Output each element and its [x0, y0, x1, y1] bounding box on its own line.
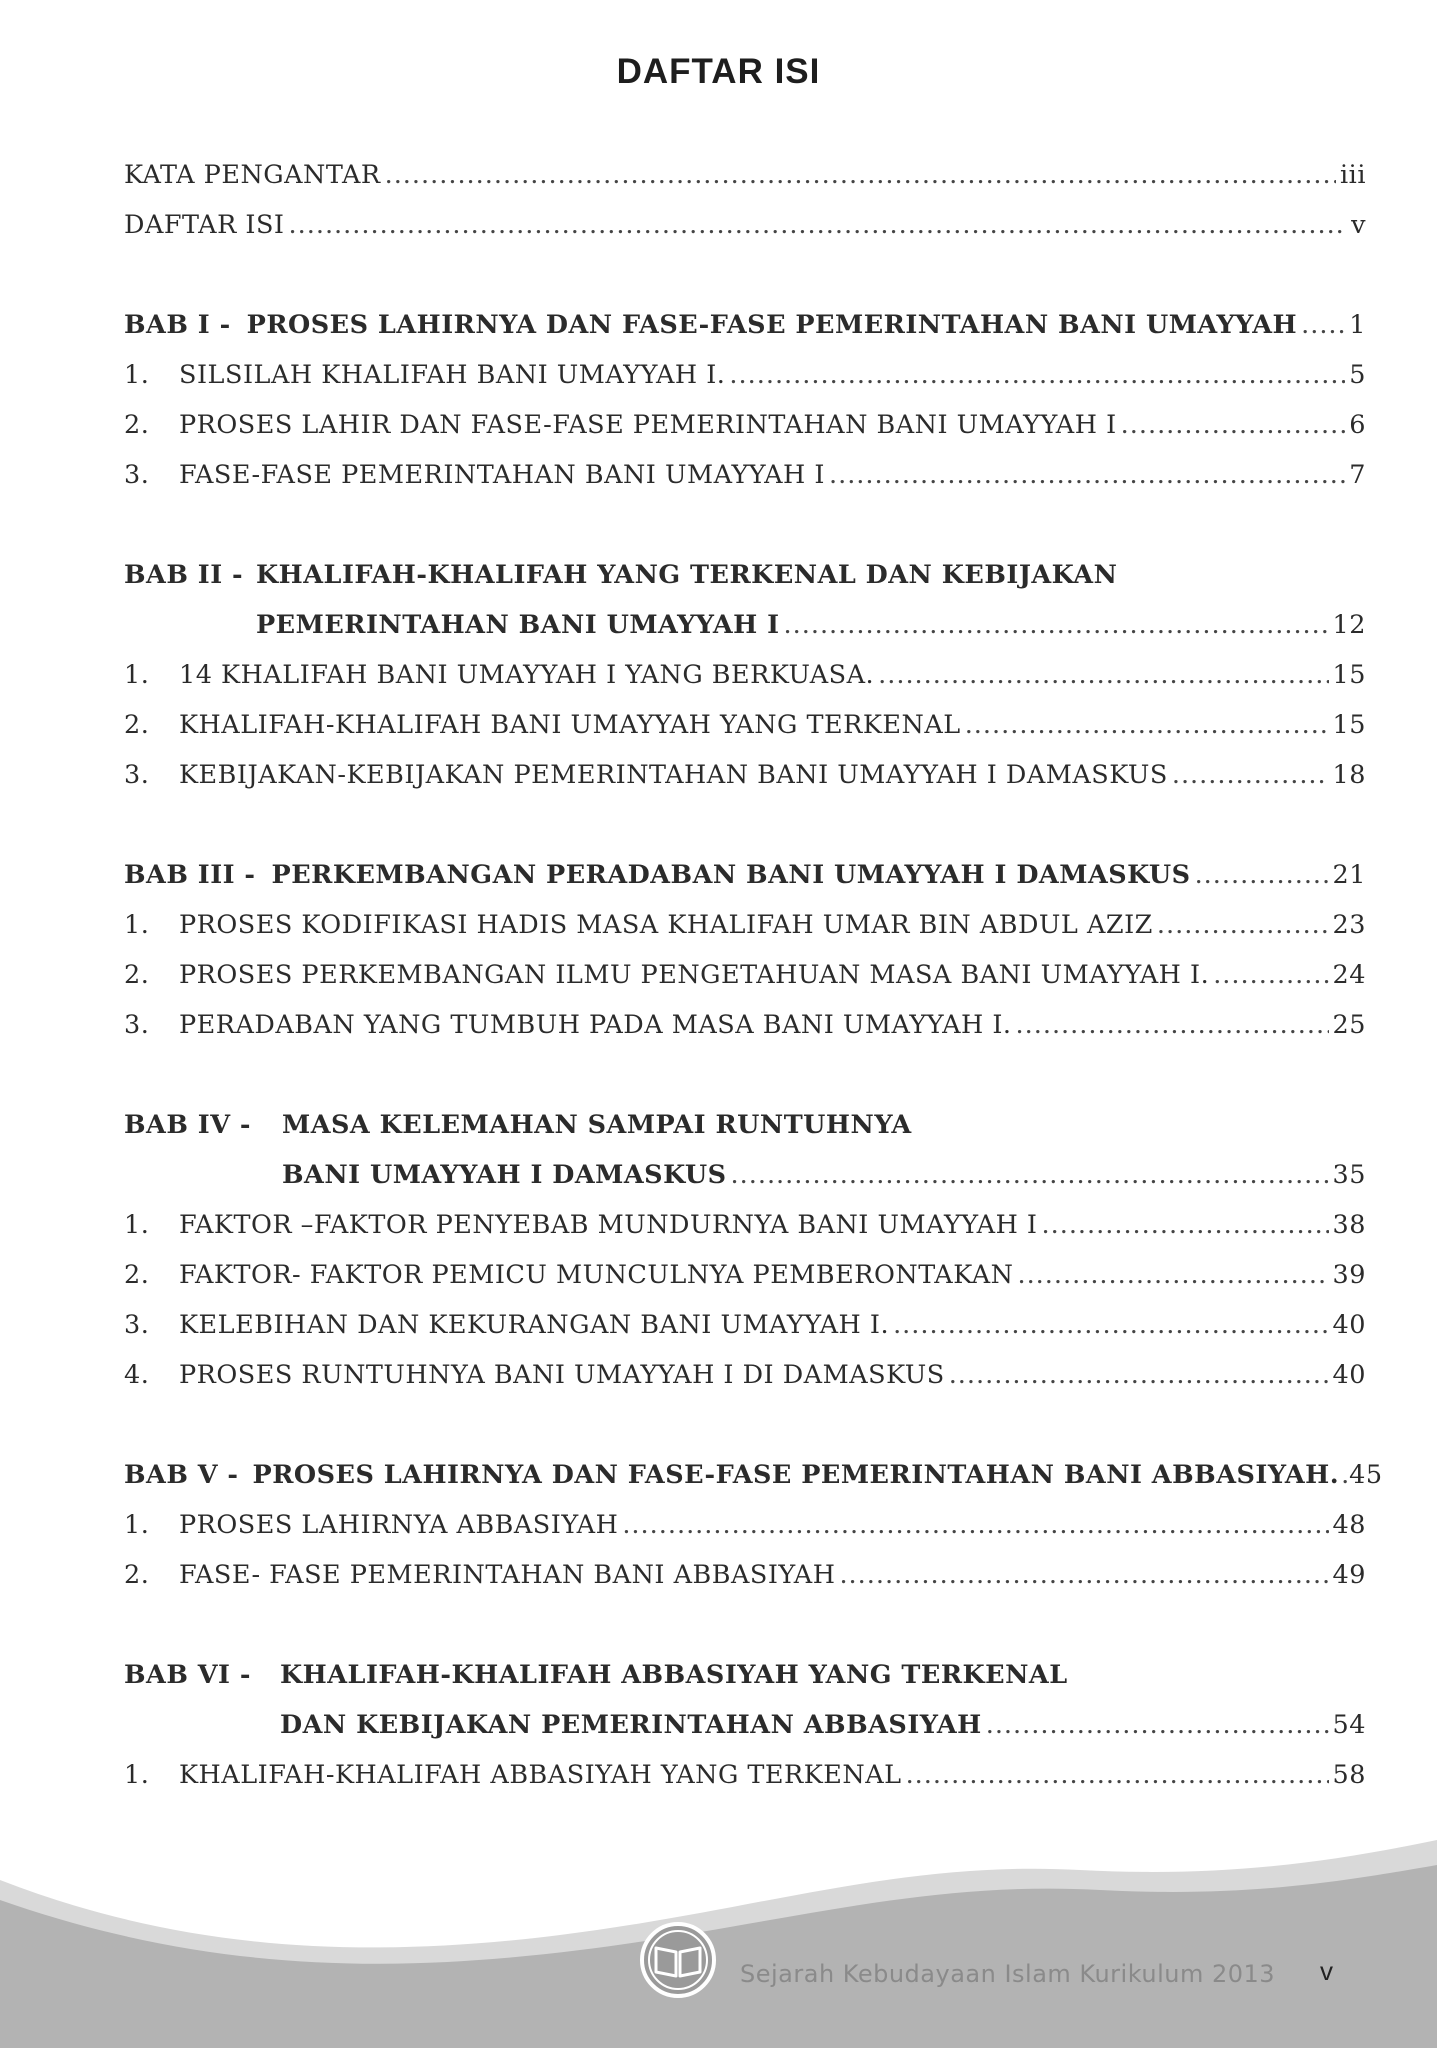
entry-number: 1. — [124, 1510, 150, 1540]
dot-leader — [1301, 300, 1345, 350]
toc-entry[interactable] — [124, 1350, 1366, 1400]
dot-leader — [1341, 1450, 1347, 1500]
page-number: v — [1320, 1956, 1333, 1986]
dot-leader — [878, 650, 1328, 700]
chapter-title: PERKEMBANGAN PERADABAN BANI UMAYYAH I DAMASKUS — [271, 860, 1191, 890]
dot-leader — [731, 1150, 1329, 1200]
open-book-icon — [638, 1920, 718, 2000]
toc-entry-label: PROSES KODIFIKASI HADIS MASA KHALIFAH UMAR BIN ABDUL AZIZ — [179, 910, 1153, 940]
chapter-heading-bab-6-continued[interactable] — [124, 1700, 1366, 1750]
dot-leader — [1121, 400, 1346, 450]
chapter-title-line-1: MASA KELEMAHAN SAMPAI RUNTUHNYA — [282, 1110, 912, 1140]
toc-entry-page: 18 — [1332, 760, 1366, 790]
dot-leader — [829, 450, 1345, 500]
page-title: DAFTAR ISI — [616, 52, 821, 91]
chapter-heading-bab-3[interactable] — [124, 850, 1366, 900]
dot-leader — [1213, 950, 1328, 1000]
toc-entry-label: FAKTOR- FAKTOR PEMICU MUNCULNYA PEMBERONTAKAN — [179, 1260, 1014, 1290]
toc-entry[interactable] — [124, 950, 1366, 1000]
chapter-heading-bab-6[interactable] — [124, 1650, 1366, 1700]
toc-entry-page: 25 — [1332, 1010, 1366, 1040]
toc-entry-label: FASE- FASE PEMERINTAHAN BANI ABBASIYAH — [179, 1560, 836, 1590]
dot-leader — [784, 600, 1329, 650]
toc-entry-page: 6 — [1349, 410, 1366, 440]
entry-number: 1. — [124, 910, 150, 940]
toc-entry[interactable] — [124, 400, 1366, 450]
dot-leader — [986, 1700, 1329, 1750]
toc-entry-page: 40 — [1332, 1360, 1366, 1390]
dot-leader — [1172, 750, 1329, 800]
toc-entry[interactable] — [124, 450, 1366, 500]
book-title: Sejarah Kebudayaan Islam Kurikulum 2013 — [740, 1960, 1276, 1988]
table-of-contents — [124, 150, 1383, 1800]
chapter-page: 45 — [1349, 1460, 1383, 1490]
entry-number: 2. — [124, 410, 150, 440]
toc-entry-label: PROSES RUNTUHNYA BANI UMAYYAH I DI DAMASKUS — [179, 1360, 945, 1390]
toc-entry-page: 38 — [1332, 1210, 1366, 1240]
chapter-heading-bab-1[interactable] — [124, 300, 1366, 350]
toc-entry-daftar-isi[interactable] — [124, 200, 1366, 250]
chapter-number: BAB III - — [124, 860, 256, 890]
dot-leader — [622, 1500, 1328, 1550]
entry-number: 4. — [124, 1360, 150, 1390]
chapter-page: 12 — [1332, 610, 1366, 640]
toc-entry-label: KELEBIHAN DAN KEKURANGAN BANI UMAYYAH I. — [179, 1310, 890, 1340]
toc-entry-kata-pengantar[interactable] — [124, 150, 1366, 200]
chapter-page: 35 — [1332, 1160, 1366, 1190]
chapter-title-line-1: KHALIFAH-KHALIFAH YANG TERKENAL DAN KEBIJAKAN — [256, 560, 1118, 590]
dot-leader — [839, 1550, 1328, 1600]
entry-number: 1. — [124, 360, 150, 390]
toc-entry-label: KATA PENGANTAR — [124, 160, 381, 190]
toc-entry-label: FASE-FASE PEMERINTAHAN BANI UMAYYAH I — [179, 460, 825, 490]
toc-entry-label: SILSILAH KHALIFAH BANI UMAYYAH I. — [179, 360, 726, 390]
toc-entry-page: 5 — [1349, 360, 1366, 390]
entry-number: 1. — [124, 660, 150, 690]
dot-leader — [385, 150, 1336, 200]
entry-number: 2. — [124, 710, 150, 740]
toc-entry-label: PROSES LAHIR DAN FASE-FASE PEMERINTAHAN BANI UMAYYAH I — [179, 410, 1117, 440]
chapter-page: 1 — [1349, 310, 1366, 340]
toc-entry[interactable] — [124, 1500, 1366, 1550]
toc-entry[interactable] — [124, 700, 1366, 750]
footer-band — [0, 1840, 1437, 2048]
entry-number: 1. — [124, 1760, 150, 1790]
chapter-title-line-2: BANI UMAYYAH I DAMASKUS — [282, 1160, 727, 1190]
toc-entry-page: 24 — [1332, 960, 1366, 990]
toc-entry-label: PERADABAN YANG TUMBUH PADA MASA BANI UMAYYAH I. — [179, 1010, 1012, 1040]
entry-number: 3. — [124, 460, 150, 490]
toc-entry[interactable] — [124, 900, 1366, 950]
toc-entry-page: 58 — [1332, 1760, 1366, 1790]
dot-leader — [893, 1300, 1328, 1350]
dot-leader — [949, 1350, 1329, 1400]
toc-entry[interactable] — [124, 1750, 1366, 1800]
dot-leader — [1017, 1250, 1328, 1300]
dot-leader — [1195, 850, 1329, 900]
dot-leader — [965, 700, 1329, 750]
entry-number: 2. — [124, 1560, 150, 1590]
entry-number: 2. — [124, 960, 150, 990]
dot-leader — [1016, 1000, 1329, 1050]
toc-entry[interactable] — [124, 1200, 1366, 1250]
toc-entry-label: 14 KHALIFAH BANI UMAYYAH I YANG BERKUASA. — [179, 660, 875, 690]
toc-entry[interactable] — [124, 1250, 1366, 1300]
toc-entry[interactable] — [124, 1300, 1366, 1350]
entry-number: 1. — [124, 1210, 150, 1240]
toc-entry[interactable] — [124, 1000, 1366, 1050]
toc-entry-label: FAKTOR –FAKTOR PENYEBAB MUNDURNYA BANI UMAYYAH I — [179, 1210, 1038, 1240]
chapter-page: 21 — [1332, 860, 1366, 890]
footer-wave — [0, 1840, 1437, 2048]
toc-entry-page: 15 — [1332, 710, 1366, 740]
toc-entry-page: 49 — [1332, 1560, 1366, 1590]
toc-entry[interactable] — [124, 750, 1366, 800]
toc-entry-page: 40 — [1332, 1310, 1366, 1340]
toc-entry-label: DAFTAR ISI — [124, 210, 285, 240]
toc-entry-label: KHALIFAH-KHALIFAH ABBASIYAH YANG TERKENAL — [179, 1760, 902, 1790]
chapter-heading-bab-5[interactable] — [124, 1450, 1383, 1500]
entry-number: 2. — [124, 1260, 150, 1290]
chapter-number: BAB I - — [124, 310, 231, 340]
entry-number: 3. — [124, 1310, 150, 1340]
toc-entry-page: 15 — [1332, 660, 1366, 690]
chapter-title: PROSES LAHIRNYA DAN FASE-FASE PEMERINTAHAN BANI ABBASIYAH. — [252, 1460, 1340, 1490]
toc-entry-page: 48 — [1332, 1510, 1366, 1540]
dot-leader — [729, 350, 1345, 400]
chapter-number: BAB II - — [124, 560, 244, 590]
chapter-title-line-2: PEMERINTAHAN BANI UMAYYAH I — [256, 610, 780, 640]
chapter-title-line-2: DAN KEBIJAKAN PEMERINTAHAN ABBASIYAH — [280, 1710, 982, 1740]
chapter-heading-bab-2[interactable] — [124, 550, 1366, 600]
toc-entry[interactable] — [124, 650, 1366, 700]
dot-leader — [906, 1750, 1329, 1800]
chapter-number: BAB IV - — [124, 1110, 251, 1140]
toc-entry[interactable] — [124, 1550, 1366, 1600]
chapter-title: PROSES LAHIRNYA DAN FASE-FASE PEMERINTAHAN BANI UMAYYAH — [246, 310, 1298, 340]
dot-leader — [1157, 900, 1329, 950]
toc-entry-page: 23 — [1332, 910, 1366, 940]
toc-entry-label: PROSES LAHIRNYA ABBASIYAH — [179, 1510, 619, 1540]
entry-number: 3. — [124, 760, 150, 790]
dot-leader — [289, 200, 1348, 250]
entry-number: 3. — [124, 1010, 150, 1040]
chapter-number: BAB V - — [124, 1460, 239, 1490]
toc-entry[interactable] — [124, 350, 1366, 400]
toc-entry-page: 39 — [1332, 1260, 1366, 1290]
chapter-heading-bab-4[interactable] — [124, 1100, 1366, 1150]
chapter-page: 54 — [1332, 1710, 1366, 1740]
chapter-number: BAB VI - — [124, 1660, 251, 1690]
dot-leader — [1042, 1200, 1329, 1250]
toc-entry-label: PROSES PERKEMBANGAN ILMU PENGETAHUAN MASA BANI UMAYYAH I. — [179, 960, 1210, 990]
chapter-title-line-1: KHALIFAH-KHALIFAH ABBASIYAH YANG TERKENAL — [280, 1660, 1068, 1690]
chapter-heading-bab-2-continued[interactable] — [124, 600, 1366, 650]
toc-entry-label: KEBIJAKAN-KEBIJAKAN PEMERINTAHAN BANI UMAYYAH I DAMASKUS — [179, 760, 1168, 790]
toc-entry-label: KHALIFAH-KHALIFAH BANI UMAYYAH YANG TERKENAL — [179, 710, 961, 740]
toc-entry-page: v — [1351, 210, 1366, 240]
chapter-heading-bab-4-continued[interactable] — [124, 1150, 1366, 1200]
toc-entry-page: 7 — [1349, 460, 1366, 490]
toc-entry-page: iii — [1340, 160, 1366, 190]
